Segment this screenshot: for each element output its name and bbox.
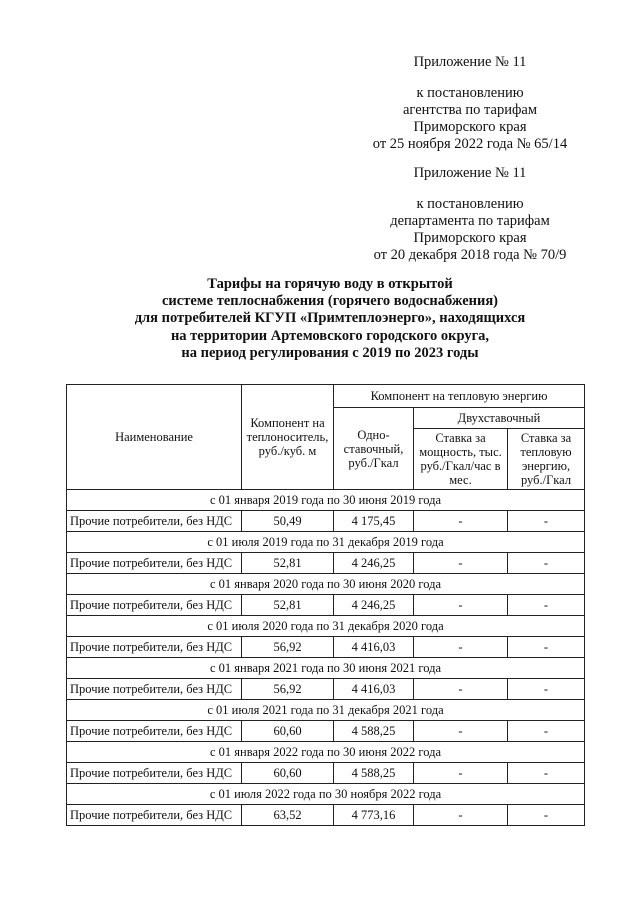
title-line: Тарифы на горячую воду в открытой [207,276,453,292]
period-row [67,742,585,763]
period-label: с 01 января 2020 года по 30 июня 2020 года [67,574,585,595]
consumer-name-cell: Прочие потребители, без НДС [67,637,242,658]
appendix-line: Приморского края [413,119,527,135]
consumer-name-cell: Прочие потребители, без НДС [67,763,242,784]
appendix-line: к постановлению [416,85,524,101]
carrier-value-cell: 52,81 [242,595,334,616]
capacity-rate-cell: - [414,805,508,826]
period-label: с 01 июля 2019 года по 31 декабря 2019 года [67,532,585,553]
energy-rate-cell: - [508,805,585,826]
period-row [67,784,585,805]
single-rate-cell: 4 773,16 [334,805,414,826]
carrier-value-cell: 60,60 [242,763,334,784]
title-line: для потребителей КГУП «Примтеплоэнерго», находящихся [134,310,526,327]
period-row [67,490,585,511]
single-rate-cell: 4 588,25 [334,721,414,742]
header-two-part: Двухставочный [414,408,585,429]
single-rate-cell: 4 588,25 [334,763,414,784]
period-label: с 01 января 2019 года по 30 июня 2019 года [67,490,585,511]
header-name: Наименование [67,385,242,490]
appendix-block-2 [340,165,600,264]
consumer-name-cell: Прочие потребители, без НДС [67,553,242,574]
period-label: с 01 января 2021 года по 30 июня 2021 года [67,658,585,679]
table-row [67,763,585,784]
appendix-line: агентства по тарифам [403,102,537,118]
energy-rate-cell: - [508,763,585,784]
table-row [67,511,585,532]
title-line: на период регулирования с 2019 по 2023 годы [181,344,479,361]
period-label: с 01 июля 2020 года по 31 декабря 2020 года [67,616,585,637]
carrier-value-cell: 60,60 [242,721,334,742]
single-rate-cell: 4 246,25 [334,553,414,574]
carrier-value-cell: 50,49 [242,511,334,532]
energy-rate-cell: - [508,679,585,700]
energy-rate-cell: - [508,721,585,742]
consumer-name-cell: Прочие потребители, без НДС [67,595,242,616]
header-energy-component: Компонент на тепловую энергию [334,385,585,408]
table-body [67,490,585,826]
carrier-value-cell: 52,81 [242,553,334,574]
period-row [67,532,585,553]
header-capacity-rate: Ставка за мощность, тыс. руб./Гкал/час в мес. [414,429,508,490]
header-carrier: Компонент на теплоноситель, руб./куб. м [242,385,334,490]
single-rate-cell: 4 416,03 [334,679,414,700]
energy-rate-cell: - [508,553,585,574]
single-rate-cell: 4 416,03 [334,637,414,658]
table-row [67,721,585,742]
appendix-line: от 20 декабря 2018 года № 70/9 [373,247,567,263]
table-row [67,679,585,700]
capacity-rate-cell: - [414,553,508,574]
period-row [67,658,585,679]
single-rate-cell: 4 246,25 [334,595,414,616]
energy-rate-cell: - [508,595,585,616]
consumer-name-cell: Прочие потребители, без НДС [67,805,242,826]
table-row [67,805,585,826]
single-rate-cell: 4 175,45 [334,511,414,532]
appendix-line: от 25 ноября 2022 года № 65/14 [372,136,568,152]
period-label: с 01 июля 2022 года по 30 ноября 2022 года [67,784,585,805]
appendix-line: к постановлению [416,196,524,212]
appendix-block-1 [340,54,600,153]
appendix-number: Приложение № 11 [413,165,527,181]
title-line: на территории Артемовского городского округа, [170,327,490,344]
table-row [67,637,585,658]
capacity-rate-cell: - [414,511,508,532]
table-row [67,553,585,574]
capacity-rate-cell: - [414,679,508,700]
carrier-value-cell: 56,92 [242,679,334,700]
appendix-line: Приморского края [413,230,527,246]
period-row [67,616,585,637]
period-row [67,574,585,595]
capacity-rate-cell: - [414,595,508,616]
consumer-name-cell: Прочие потребители, без НДС [67,511,242,532]
title-line: системе теплоснабжения (горячего водоснабжения) [161,293,499,310]
capacity-rate-cell: - [414,721,508,742]
appendix-number: Приложение № 11 [413,54,527,70]
period-label: с 01 июля 2021 года по 31 декабря 2021 года [67,700,585,721]
consumer-name-cell: Прочие потребители, без НДС [67,679,242,700]
table-row [67,595,585,616]
period-row [67,700,585,721]
capacity-rate-cell: - [414,763,508,784]
header-energy-rate: Ставка за тепловую энергию, руб./Гкал [508,429,585,490]
period-label: с 01 января 2022 года по 30 июня 2022 года [67,742,585,763]
capacity-rate-cell: - [414,637,508,658]
tariff-table [66,384,585,826]
consumer-name-cell: Прочие потребители, без НДС [67,721,242,742]
carrier-value-cell: 56,92 [242,637,334,658]
energy-rate-cell: - [508,637,585,658]
energy-rate-cell: - [508,511,585,532]
header-single-rate: Одно-ставочный, руб./Гкал [334,408,414,490]
document-title [60,276,600,362]
carrier-value-cell: 63,52 [242,805,334,826]
appendix-line: департамента по тарифам [390,213,550,229]
